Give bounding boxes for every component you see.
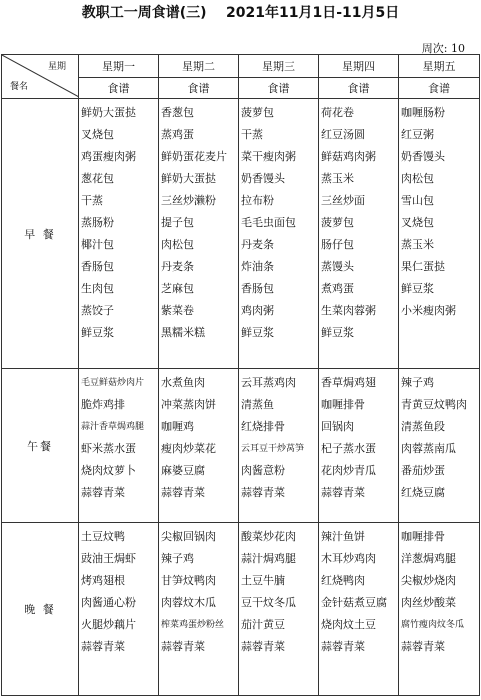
dish-item: 蒸玉米 [401, 238, 434, 251]
dish-item: 菜干瘦肉粥 [241, 150, 296, 163]
menu-subheader: 食谱 [239, 78, 319, 99]
dish-item: 咖喱鸡 [161, 420, 194, 433]
dish-item: 肉蓉蒸南瓜 [401, 442, 456, 455]
menu-cell [399, 99, 480, 369]
menu-cell [79, 369, 159, 523]
menu-cell [239, 99, 319, 369]
meal-label: 晚 餐 [2, 523, 79, 696]
dish-item: 干蒸 [81, 194, 103, 207]
menu-table [1, 54, 480, 696]
dish-item: 煮鸡蛋 [321, 282, 354, 295]
dish-item: 豉油王焗虾 [81, 552, 136, 565]
dish-item: 蒜蓉青菜 [81, 486, 125, 499]
dish-item: 蒜蓉青菜 [241, 640, 285, 653]
dish-item: 火腿炒藕片 [81, 618, 136, 631]
corner-label-weekday: 星期 [47, 62, 66, 72]
meal-row-breakfast [2, 99, 480, 369]
dish-item: 肉丝炒酸菜 [401, 596, 456, 609]
dish-item: 蒸肠粉 [81, 216, 114, 229]
dish-item: 鲜豆浆 [321, 326, 354, 339]
dish-item: 水煮鱼肉 [161, 376, 205, 389]
dish-item: 肠仔包 [321, 238, 354, 251]
dish-item: 毛毛虫面包 [241, 216, 296, 229]
dish-list [401, 372, 479, 504]
dish-list [321, 102, 398, 344]
dish-item: 奶香馒头 [241, 172, 285, 185]
dish-item: 鸡肉粥 [241, 304, 274, 317]
corner-label-meal: 餐名 [10, 82, 29, 92]
dish-item: 炸油条 [241, 260, 274, 273]
day-header: 星期五 [399, 55, 480, 78]
dish-item: 冲菜蒸肉饼 [161, 398, 216, 411]
dish-item: 肉松包 [161, 238, 194, 251]
dish-item: 清蒸鱼 [241, 398, 274, 411]
dish-item: 鲜奶大蛋挞 [161, 172, 216, 185]
day-header: 星期二 [159, 55, 239, 78]
dish-item: 蒸馒头 [321, 260, 354, 273]
dish-item: 洋葱焗鸡腿 [401, 552, 456, 565]
dish-list [401, 102, 479, 322]
dish-item: 咖喱排骨 [401, 530, 445, 543]
dish-item: 蒜蓉青菜 [161, 486, 205, 499]
dish-list [321, 372, 398, 504]
dish-item: 果仁蛋挞 [401, 260, 445, 273]
meal-row-dinner [2, 523, 480, 696]
dish-item: 香葱包 [161, 106, 194, 119]
dish-item: 咖喱肠粉 [401, 106, 445, 119]
dish-item: 鲜奶大蛋挞 [81, 106, 136, 119]
meal-label: 午餐 [2, 369, 79, 523]
dish-item: 芝麻包 [161, 282, 194, 295]
week-number: 周次: 10 [421, 42, 465, 55]
dish-item: 麻婆豆腐 [161, 464, 205, 477]
menu-cell [159, 99, 239, 369]
dish-item: 红豆粥 [401, 128, 434, 141]
menu-subheader: 食谱 [79, 78, 159, 99]
dish-item: 蒸玉米 [321, 172, 354, 185]
dish-item: 木耳炒鸡肉 [321, 552, 376, 565]
dish-item: 菠萝包 [241, 106, 274, 119]
dish-item: 鲜豆浆 [241, 326, 274, 339]
dish-item: 花肉炒青瓜 [321, 464, 376, 477]
menu-cell [319, 369, 399, 523]
dish-item: 肉松包 [401, 172, 434, 185]
dish-item: 叉烧包 [81, 128, 114, 141]
dish-item: 豆干炆冬瓜 [241, 596, 296, 609]
dish-item: 清蒸鱼段 [401, 420, 445, 433]
dish-item: 紫菜卷 [161, 304, 194, 317]
menu-cell [79, 523, 159, 696]
dish-item: 茄汁黄豆 [241, 618, 285, 631]
dish-item: 肉酱意粉 [241, 464, 285, 477]
dish-item: 鲜豆浆 [81, 326, 114, 339]
dish-item: 小米瘦肉粥 [401, 304, 456, 317]
dish-item: 丹麦条 [161, 260, 194, 273]
page-title: 教职工一周食谱(三) 2021年11月1日-11月5日 [81, 5, 400, 21]
dish-item: 瘦肉炒菜花 [161, 442, 216, 455]
dish-item: 辣子鸡 [161, 552, 194, 565]
dish-item: 鲜奶蛋花麦片 [161, 150, 227, 163]
dish-item: 土豆炆鸭 [81, 530, 125, 543]
dish-item: 蒜蓉青菜 [401, 640, 445, 653]
dish-item: 回锅肉 [321, 420, 354, 433]
dish-item: 香肠包 [81, 260, 114, 273]
dish-item: 辣子鸡 [401, 376, 434, 389]
meal-label: 早 餐 [2, 99, 79, 369]
menu-subheader: 食谱 [319, 78, 399, 99]
corner-cell [2, 55, 79, 99]
menu-subheader: 食谱 [399, 78, 480, 99]
dish-item: 鲜菇鸡肉粥 [321, 150, 376, 163]
dish-list [161, 102, 238, 344]
dish-item: 烤鸡翅根 [81, 574, 125, 587]
dish-item: 奶香馒头 [401, 150, 445, 163]
dish-item: 菠萝包 [321, 216, 354, 229]
dish-item: 毛豆鲜菇炒肉片 [81, 378, 145, 388]
dish-item: 香草焗鸡翅 [321, 376, 376, 389]
dish-item: 椰汁包 [81, 238, 114, 251]
dish-item: 土豆牛腩 [241, 574, 285, 587]
menu-cell [239, 523, 319, 696]
dish-item: 榨菜鸡蛋炒粉丝 [161, 620, 225, 630]
dish-item: 蒜蓉青菜 [321, 486, 365, 499]
menu-cell [79, 99, 159, 369]
dish-item: 咖喱排骨 [321, 398, 365, 411]
dish-item: 蒜蓉青菜 [81, 640, 125, 653]
dish-list [81, 372, 158, 504]
day-header: 星期三 [239, 55, 319, 78]
dish-item: 肉蓉炆木瓜 [161, 596, 216, 609]
dish-item: 辣汁鱼饼 [321, 530, 365, 543]
dish-item: 红豆汤圆 [321, 128, 365, 141]
dish-list [241, 102, 318, 344]
dish-item: 葱花包 [81, 172, 114, 185]
dish-item: 蒜汁焗鸡腿 [241, 552, 296, 565]
dish-list [81, 102, 158, 344]
dish-item: 肉酱通心粉 [81, 596, 136, 609]
day-header: 星期一 [79, 55, 159, 78]
dish-item: 金针菇煮豆腐 [321, 596, 387, 609]
dish-item: 尖椒回锅肉 [161, 530, 216, 543]
dish-item: 叉烧包 [401, 216, 434, 229]
dish-item: 生菜肉蓉粥 [321, 304, 376, 317]
menu-cell [399, 369, 480, 523]
dish-item: 蒜蓉青菜 [321, 640, 365, 653]
dish-item: 杞子蒸水蛋 [321, 442, 376, 455]
dish-list [321, 526, 398, 658]
dish-item: 蒜蓉青菜 [241, 486, 285, 499]
dish-item: 蒸鸡蛋 [161, 128, 194, 141]
dish-item: 香肠包 [241, 282, 274, 295]
dish-item: 蒸饺子 [81, 304, 114, 317]
dish-item: 红烧排骨 [241, 420, 285, 433]
dish-list [161, 526, 238, 658]
dish-item: 云耳蒸鸡肉 [241, 376, 296, 389]
dish-item: 甘笋炆鸭肉 [161, 574, 216, 587]
dish-list [81, 526, 158, 658]
dish-item: 荷花卷 [321, 106, 354, 119]
dish-item: 脆炸鸡排 [81, 398, 125, 411]
meal-row-lunch [2, 369, 480, 523]
menu-cell [159, 523, 239, 696]
dish-list [161, 372, 238, 504]
dish-item: 三丝炒濑粉 [161, 194, 216, 207]
dish-list [401, 526, 479, 658]
dish-item: 蒜蓉青菜 [161, 640, 205, 653]
dish-item: 黑糯米糕 [161, 326, 205, 339]
dish-item: 鸡蛋瘦肉粥 [81, 150, 136, 163]
dish-item: 蒜汁香草焗鸡腿 [81, 422, 145, 432]
dish-item: 红烧鸭肉 [321, 574, 365, 587]
dish-list [241, 526, 318, 658]
day-header: 星期四 [319, 55, 399, 78]
dish-item: 酸菜炒花肉 [241, 530, 296, 543]
dish-item: 烧肉炆土豆 [321, 618, 376, 631]
dish-item: 雪山包 [401, 194, 434, 207]
dish-item: 提子包 [161, 216, 194, 229]
dish-item: 鲜豆浆 [401, 282, 434, 295]
menu-cell [239, 369, 319, 523]
dish-item: 虾米蒸水蛋 [81, 442, 136, 455]
dish-item: 番茄炒蛋 [401, 464, 445, 477]
menu-subheader: 食谱 [159, 78, 239, 99]
dish-item: 尖椒炒烧肉 [401, 574, 456, 587]
dish-item: 腐竹瘦肉炆冬瓜 [401, 620, 465, 630]
dish-item: 拉布粉 [241, 194, 274, 207]
menu-cell [399, 523, 480, 696]
dish-item: 红烧豆腐 [401, 486, 445, 499]
dish-item: 丹麦条 [241, 238, 274, 251]
dish-item: 烧肉炆萝卜 [81, 464, 136, 477]
dish-item: 云耳豆干炒莴笋 [241, 444, 305, 454]
dish-item: 生肉包 [81, 282, 114, 295]
dish-item: 青黄豆炆鸭肉 [401, 398, 467, 411]
dish-list [241, 372, 318, 504]
dish-item: 干蒸 [241, 128, 263, 141]
menu-cell [319, 523, 399, 696]
menu-cell [319, 99, 399, 369]
dish-item: 三丝炒面 [321, 194, 365, 207]
menu-cell [159, 369, 239, 523]
